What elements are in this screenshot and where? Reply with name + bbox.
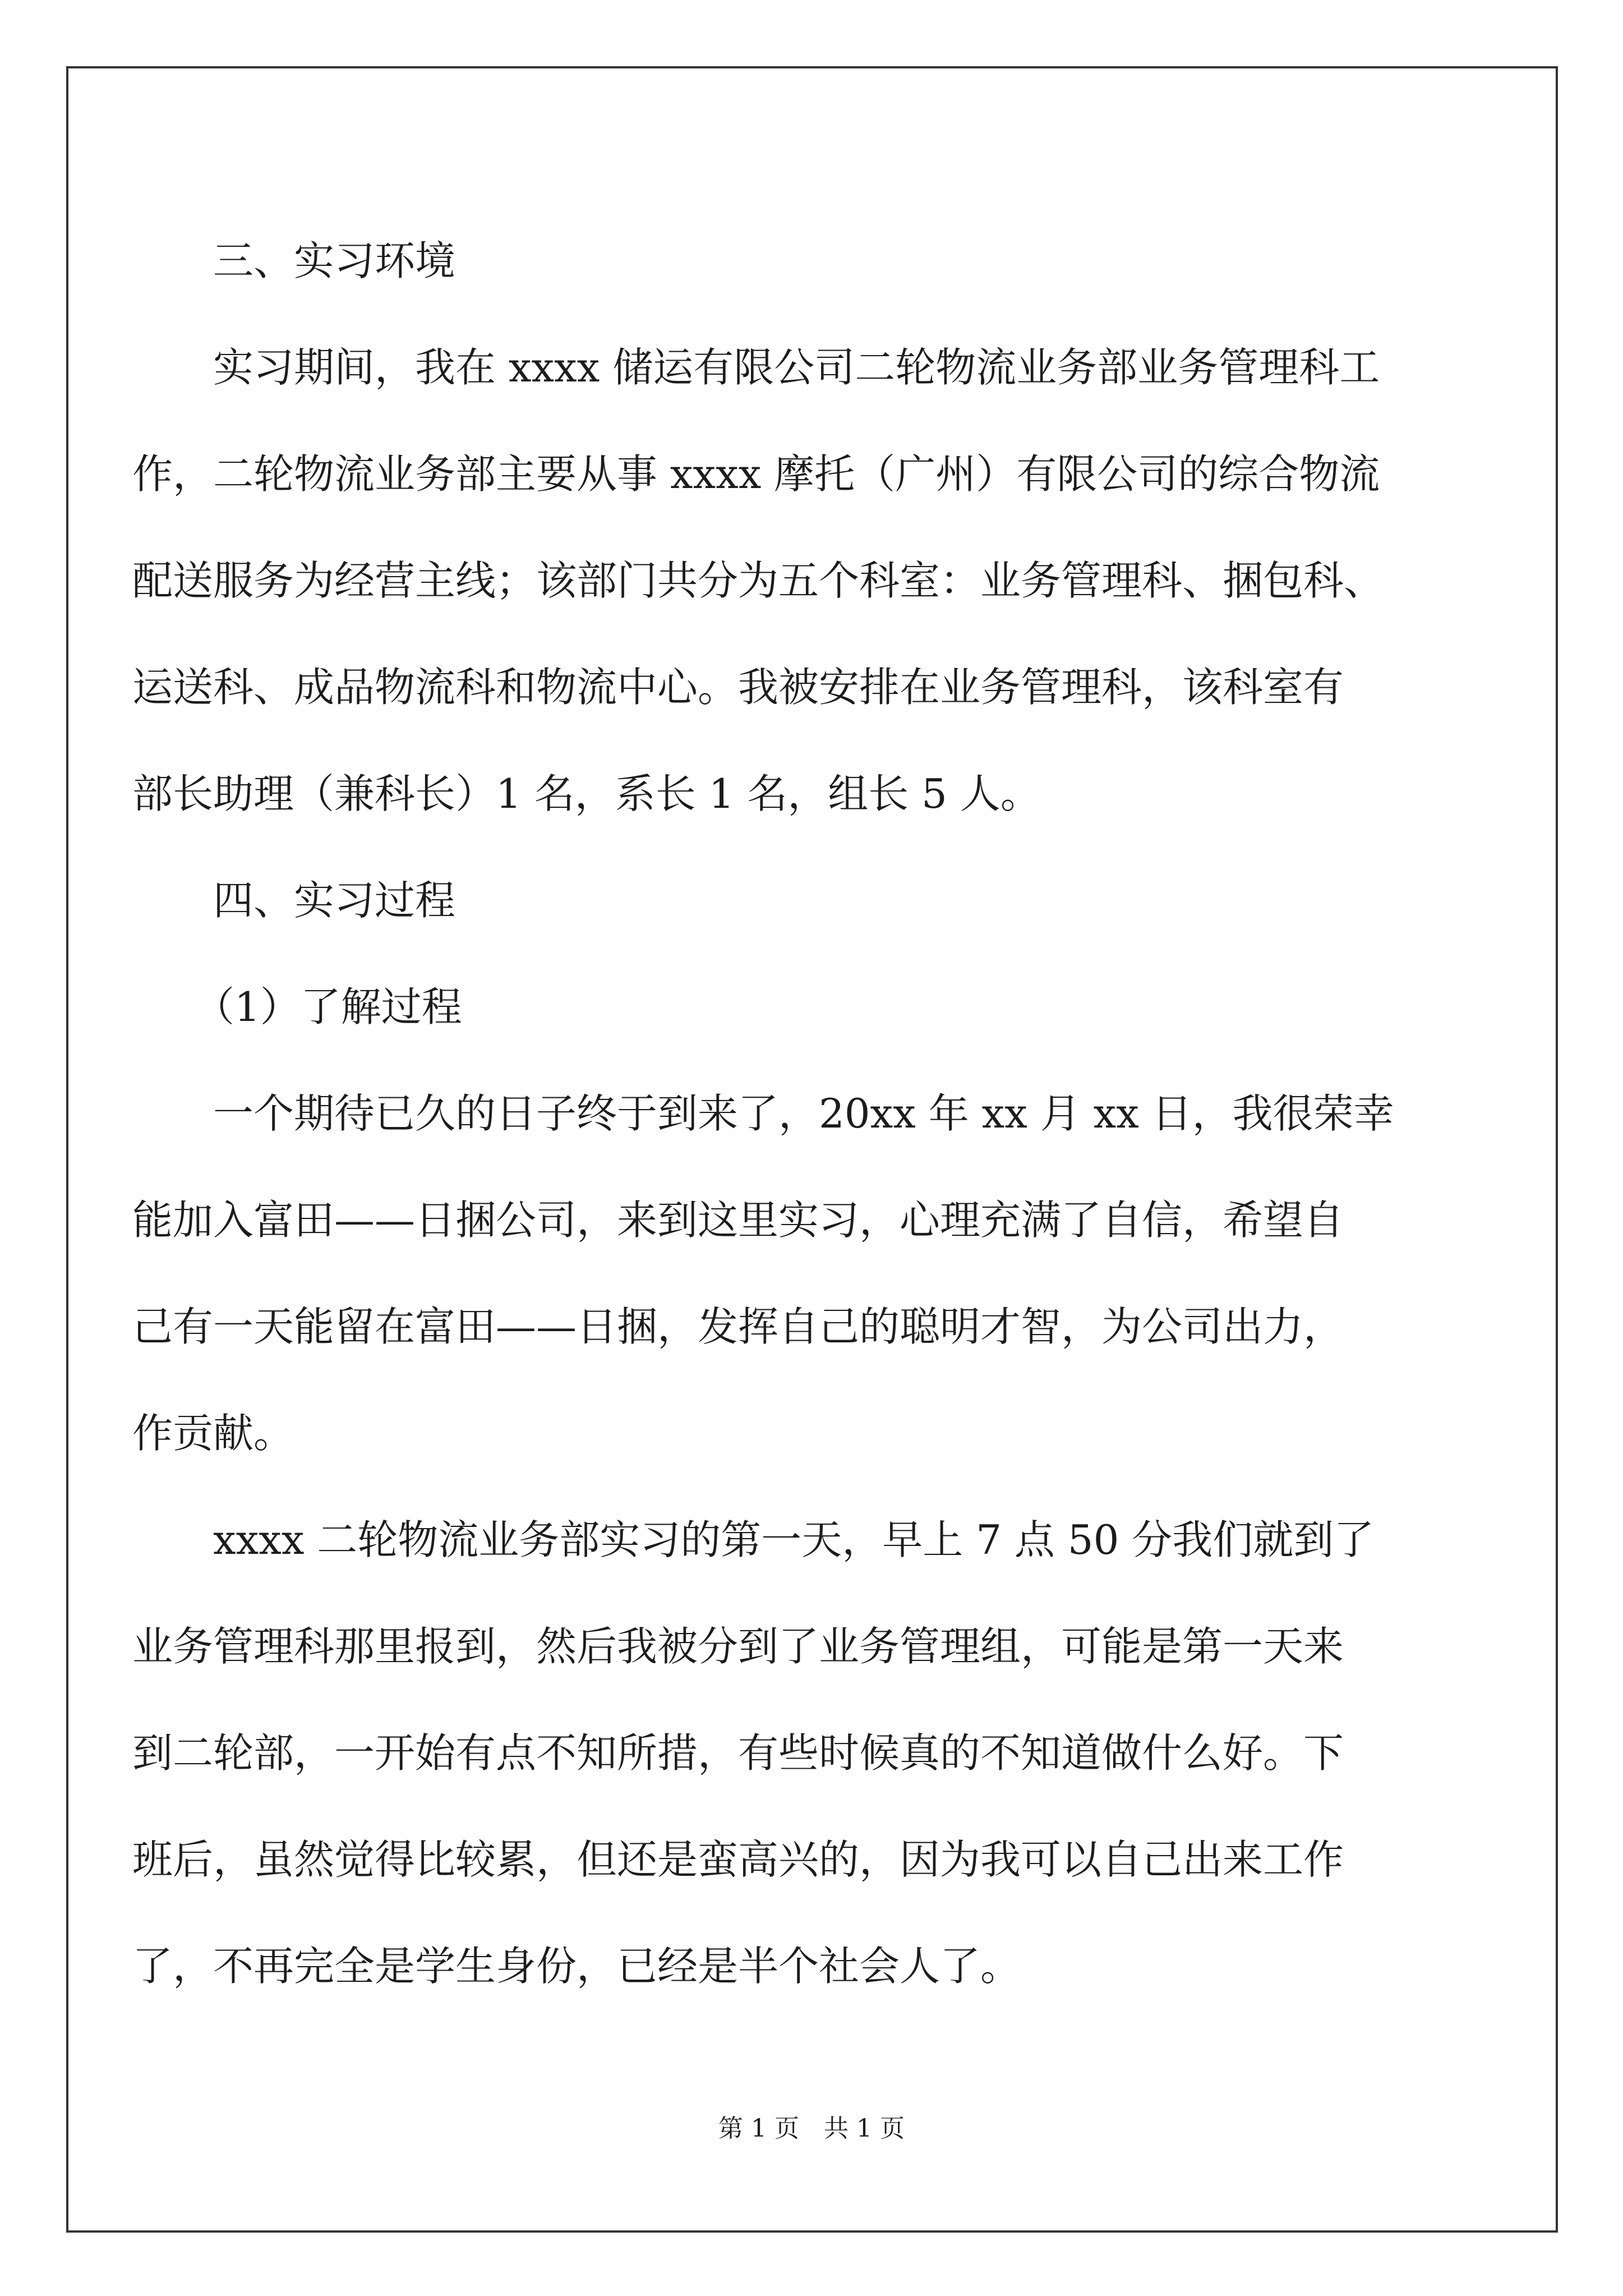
paragraph-line: 班后，虽然觉得比较累，但还是蛮高兴的，因为我可以自己出来工作 (132, 1836, 1344, 1883)
paragraph-line: 业务管理科那里报到，然后我被分到了业务管理组，可能是第一天来 (132, 1623, 1344, 1670)
paragraph-line: 了，不再完全是学生身份，已经是半个社会人了。 (132, 1943, 1021, 1990)
paragraph-line: 作贡献。 (132, 1410, 294, 1457)
paragraph-line: 到二轮部，一开始有点不知所措，有些时候真的不知道做什么好。下 (132, 1729, 1344, 1777)
page-footer: 第 1 页 共 1 页 (718, 2114, 905, 2143)
paragraph-line: 作，二轮物流业务部主要从事 xxxx 摩托（广州）有限公司的综合物流 (132, 450, 1380, 498)
paragraph-line: xxxx 二轮物流业务部实习的第一天，早上 7 点 50 分我们就到了 (213, 1516, 1375, 1563)
document-body (132, 208, 1433, 2019)
paragraph-line: 运送科、成品物流科和物流中心。我被安排在业务管理科，该科室有 (132, 664, 1344, 711)
paragraph-line: 己有一天能留在富田——日捆，发挥自己的聪明才智，为公司出力， (132, 1303, 1344, 1350)
paragraph-line: 一个期待已久的日子终于到来了，20xx 年 xx 月 xx 日，我很荣幸 (213, 1090, 1394, 1137)
subsection-heading: （1）了解过程 (194, 983, 462, 1030)
paragraph-line: 配送服务为经营主线；该部门共分为五个科室：业务管理科、捆包科、 (132, 557, 1385, 604)
paragraph-line: 实习期间，我在 xxxx 储运有限公司二轮物流业务部业务管理科工 (213, 344, 1380, 391)
section-heading-process: 四、实习过程 (213, 877, 456, 924)
paragraph-line: 能加入富田——日捆公司，来到这里实习，心理充满了自信，希望自 (132, 1197, 1344, 1244)
paragraph-line: 部长助理（兼科长）1 名，系长 1 名，组长 5 人。 (132, 770, 1041, 817)
section-heading-environment: 三、实习环境 (213, 237, 456, 284)
